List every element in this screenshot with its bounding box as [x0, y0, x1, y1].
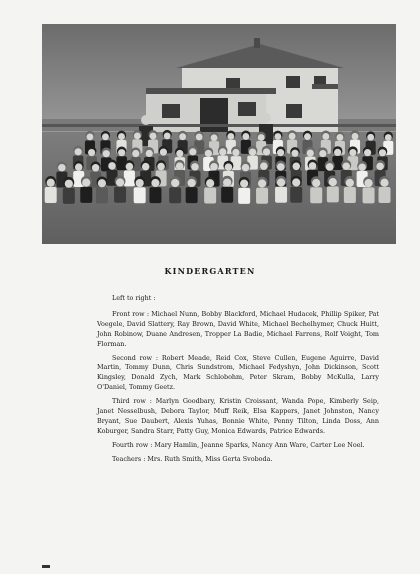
- child-body: [275, 187, 287, 203]
- child-face: [75, 163, 83, 171]
- child-face: [380, 179, 388, 187]
- child-face: [258, 134, 265, 141]
- child-face: [160, 149, 167, 156]
- child-face: [346, 179, 354, 187]
- child-face: [151, 179, 159, 187]
- child-face: [277, 163, 285, 171]
- child-body: [186, 187, 198, 203]
- child-face: [240, 180, 248, 188]
- child-body: [256, 188, 268, 204]
- child-face: [367, 134, 374, 141]
- child-face: [358, 163, 366, 171]
- third-row-caption: Third row : Marlyn Goodbary, Kristin Croissant, Wanda Pope, Kimberly Seip, Janet Nesselbush, Debora Taylor, Muff Reik, Elsa Kappers, Janet Johnston, Nancy Bryant, Sue Daubert, Alexis Yuhas, Bonnie White, Penny Tilton, Linda Doss, Ann Koburger, Sandra Starr, Patty Guy, Monica Edwards, Patrice Edwards.: [97, 397, 379, 435]
- child-face: [312, 179, 320, 187]
- fourth-row-caption: Fourth row : Mary Hamlin, Jeanne Sparks, Nancy Ann Ware, Carter Lee Noel.: [112, 440, 365, 449]
- child-face: [118, 149, 125, 156]
- child-face: [219, 148, 226, 155]
- child-face: [98, 179, 106, 187]
- child-face: [196, 133, 203, 140]
- child-face: [336, 134, 343, 141]
- child-face: [210, 163, 218, 171]
- row-label: Teachers: [112, 454, 142, 463]
- child-body: [169, 187, 181, 203]
- child-face: [309, 162, 317, 170]
- row-names: Robert Meade, Reid Cox, Steve Cullen, Eugene Aguirre, David Martin, Tommy Dunn, Chris Sundstrom, Michael Fedyshyn, John Dickinson, Scott Kingsley, Donald Zych, Mark Schlobohm, Peter Skram, Bobby McKulla, Larry O'Daniel, Tommy Geetz.: [97, 353, 379, 392]
- section-heading: KINDERGARTEN: [164, 266, 256, 276]
- child-face: [205, 150, 212, 157]
- child-face: [349, 149, 356, 156]
- child-face: [263, 148, 270, 155]
- child-face: [176, 162, 184, 170]
- child-body: [344, 187, 356, 203]
- child-face: [260, 162, 268, 170]
- second-row-caption: Second row : Robert Meade, Reid Cox, Steve Cullen, Eugene Aguirre, David Martin, Tommy Dunn, Chris Sundstrom, Michael Fedyshyn, John Dickinson, Scott Kingsley, Donald Zych, Mark Schlobohm, Peter Skram, Bobby McKulla, Larry O'Daniel, Tommy Geetz.: [97, 353, 379, 392]
- row-names: Marlyn Goodbary, Kristin Croissant, Wanda Pope, Kimberly Seip, Janet Nesselbush, Debora Taylor, Muff Reik, Elsa Kappers, Janet Johnston, Nancy Bryant, Sue Daubert, Alexis Yuhas, Bonnie White, Penny Tilton, Linda Doss, Ann Koburger, Sandra Starr, Patty Guy, Monica Edwards, Patrice Edwards.: [97, 397, 379, 435]
- child-face: [274, 133, 281, 140]
- child-face: [225, 163, 233, 171]
- class-photo-image: [42, 24, 396, 244]
- child-face: [116, 178, 124, 186]
- child-body: [221, 187, 233, 203]
- page-mark: [42, 565, 50, 568]
- child-body: [290, 187, 302, 203]
- child-body: [327, 186, 339, 202]
- child-face: [82, 179, 90, 187]
- child-face: [364, 179, 372, 187]
- child-body: [310, 187, 322, 203]
- caption-text: [97, 294, 379, 469]
- child-body: [134, 187, 146, 203]
- child-face: [146, 150, 153, 157]
- teacher-face: [261, 113, 271, 123]
- child-body: [114, 187, 126, 203]
- child-face: [319, 150, 326, 157]
- child-face: [249, 148, 256, 155]
- child-face: [164, 132, 171, 139]
- child-body: [96, 187, 108, 203]
- child-body: [363, 187, 375, 203]
- child-face: [223, 178, 231, 186]
- child-body: [124, 170, 135, 186]
- child-face: [157, 163, 165, 171]
- child-face: [291, 150, 298, 157]
- front-row-caption: Front row : Michael Nunn, Bobby Blackford, Michael Hudacek, Phillip Spiker, Pat Voegele, David Slattery, Ray Brown, David White, Michael Bechelhymer, Chuck Huitt, John Robinow, Duane Andresen, Tropper La Badie, Michael Farrens, Rolf Voight, Tom Florman.: [97, 309, 379, 348]
- child-face: [132, 150, 139, 157]
- child-face: [277, 178, 285, 186]
- child-face: [242, 133, 249, 140]
- child-face: [277, 149, 284, 156]
- child-face: [126, 163, 134, 171]
- child-body: [80, 187, 92, 203]
- child-body: [238, 188, 250, 204]
- child-face: [136, 179, 144, 187]
- child-body: [204, 187, 216, 203]
- child-face: [376, 163, 384, 171]
- child-face: [289, 133, 296, 140]
- child-face: [142, 163, 150, 171]
- child-face: [191, 163, 199, 171]
- child-face: [385, 134, 392, 141]
- row-names: Michael Nunn, Bobby Blackford, Michael Hudacek, Phillip Spiker, Pat Voegele, David Slattery, Ray Brown, David White, Michael Bechelhymer, Chuck Huitt, John Robinow, Duane Andresen, Tropper La Badie, Michael Farrens, Rolf Voight, Tom Florman.: [97, 309, 379, 348]
- row-label: Front row: [112, 309, 145, 318]
- child-body: [63, 188, 75, 204]
- child-face: [134, 133, 141, 140]
- child-face: [342, 162, 350, 170]
- child-face: [75, 148, 82, 155]
- child-face: [171, 179, 179, 187]
- child-face: [292, 178, 300, 186]
- teachers-caption: Teachers : Mrs. Ruth Smith, Miss Gerta Svoboda.: [112, 454, 273, 463]
- child-face: [179, 133, 186, 140]
- child-face: [189, 148, 196, 155]
- child-face: [65, 180, 73, 188]
- child-face: [334, 149, 341, 156]
- child-face: [103, 150, 110, 157]
- child-face: [326, 163, 334, 171]
- child-face: [176, 150, 183, 157]
- child-face: [92, 164, 100, 172]
- child-face: [227, 133, 234, 140]
- child-face: [292, 163, 300, 171]
- row-label: Third row: [112, 397, 146, 406]
- child-body: [379, 187, 391, 203]
- row-label: Fourth row: [112, 440, 149, 449]
- child-face: [102, 133, 109, 140]
- left-to-right-label: Left to right :: [112, 294, 156, 302]
- child-face: [329, 178, 337, 186]
- child-face: [188, 179, 196, 187]
- child-face: [150, 133, 157, 140]
- child-face: [232, 149, 239, 156]
- child-face: [87, 133, 94, 140]
- child-face: [258, 179, 266, 187]
- row-names: Mrs. Ruth Smith, Miss Gerta Svoboda.: [147, 454, 273, 463]
- child-face: [47, 179, 55, 187]
- row-label: Second row: [112, 353, 153, 362]
- child-face: [108, 162, 116, 170]
- child-face: [352, 133, 359, 140]
- child-face: [88, 149, 95, 156]
- child-face: [379, 149, 386, 156]
- child-face: [58, 164, 66, 172]
- child-body: [149, 187, 161, 203]
- child-face: [211, 134, 218, 141]
- child-face: [304, 133, 311, 140]
- child-face: [206, 179, 214, 187]
- row-names: Mary Hamlin, Jeanne Sparks, Nancy Ann Ware, Carter Lee Noel.: [154, 440, 365, 449]
- child-face: [242, 164, 250, 172]
- teacher-face: [141, 115, 151, 125]
- child-face: [364, 149, 371, 156]
- class-photo: [42, 24, 396, 244]
- child-body: [45, 187, 57, 203]
- child-face: [118, 133, 125, 140]
- child-face: [322, 133, 329, 140]
- child-face: [307, 149, 314, 156]
